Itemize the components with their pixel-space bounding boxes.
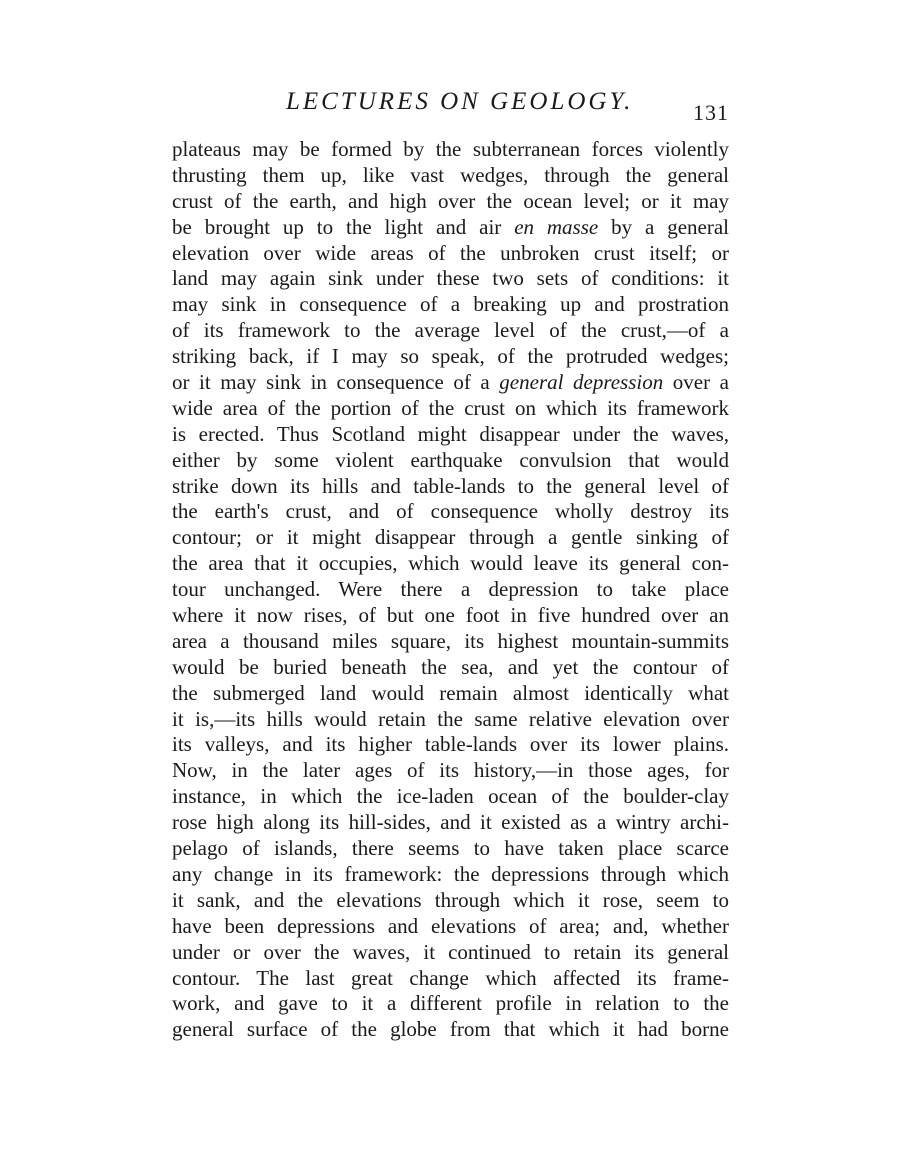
text-line: any change in its framework: the depressions through which (172, 861, 729, 886)
text-line: would be buried beneath the sea, and yet the contour of (172, 654, 729, 679)
text-line: where it now rises, of but one foot in five hundred over an (172, 603, 729, 628)
text-line: work, and gave to it a different profile in relation to the (172, 991, 729, 1016)
italic-phrase: en masse (514, 214, 599, 239)
italic-phrase: general depression (499, 370, 664, 395)
text-line: crust of the earth, and high over the ocean level; or it may (172, 188, 729, 213)
text-line: either by some violent earthquake convulsion that would (172, 447, 729, 472)
body-text (172, 137, 729, 1043)
text-line: land may again sink under these two sets of conditions: it (172, 266, 729, 291)
text-line: contour; or it might disappear through a gentle sinking of (172, 525, 729, 550)
text-line: tour unchanged. Were there a depression to take place (172, 577, 729, 602)
text-line: it sank, and the elevations through which it rose, seem to (172, 887, 729, 912)
text-line: Now, in the later ages of its history,—in those ages, for (172, 758, 729, 783)
text-line: its valleys, and its higher table-lands over its lower plains. (172, 732, 729, 757)
text-line: have been depressions and elevations of area; and, whether (172, 913, 729, 938)
running-head: LECTURES ON GEOLOGY. (286, 88, 634, 115)
text-line: of its framework to the average level of the crust,—of a (172, 318, 729, 343)
text-line: general surface of the globe from that which it had borne (172, 1017, 729, 1042)
text-line: striking back, if I may so speak, of the protruded wedges; (172, 344, 729, 369)
text-line: pelago of islands, there seems to have taken place scarce (172, 836, 729, 861)
text-line: contour. The last great change which affected its frame- (172, 965, 729, 990)
text-line: plateaus may be formed by the subterranean forces violently (172, 137, 729, 161)
text-line: wide area of the portion of the crust on which its framework (172, 395, 729, 420)
text-line: under or over the waves, it continued to retain its general (172, 939, 729, 964)
text-line: may sink in consequence of a breaking up and prostration (172, 292, 729, 317)
text-line: instance, in which the ice-laden ocean of the boulder-clay (172, 784, 729, 809)
text-line: the submerged land would remain almost identically what (172, 680, 729, 705)
text-line: it is,—its hills would retain the same relative elevation over (172, 706, 729, 731)
text-line: area a thousand miles square, its highest mountain-summits (172, 628, 729, 653)
text-line: thrusting them up, like vast wedges, through the general (172, 162, 729, 187)
text-line: be brought up to the light and air en masse by a general (172, 214, 729, 239)
text-line: elevation over wide areas of the unbroken crust itself; or (172, 240, 729, 265)
text-line: or it may sink in consequence of a general depression over a (172, 370, 730, 395)
text-line: is erected. Thus Scotland might disappear under the waves, (172, 421, 729, 446)
text-line: the earth's crust, and of consequence wholly destroy its (172, 499, 729, 524)
page-number: 131 (693, 100, 729, 125)
text-line: the area that it occupies, which would leave its general con- (172, 551, 729, 576)
text-line: strike down its hills and table-lands to the general level of (172, 473, 729, 498)
text-line: rose high along its hill-sides, and it existed as a wintry archi- (172, 810, 729, 835)
